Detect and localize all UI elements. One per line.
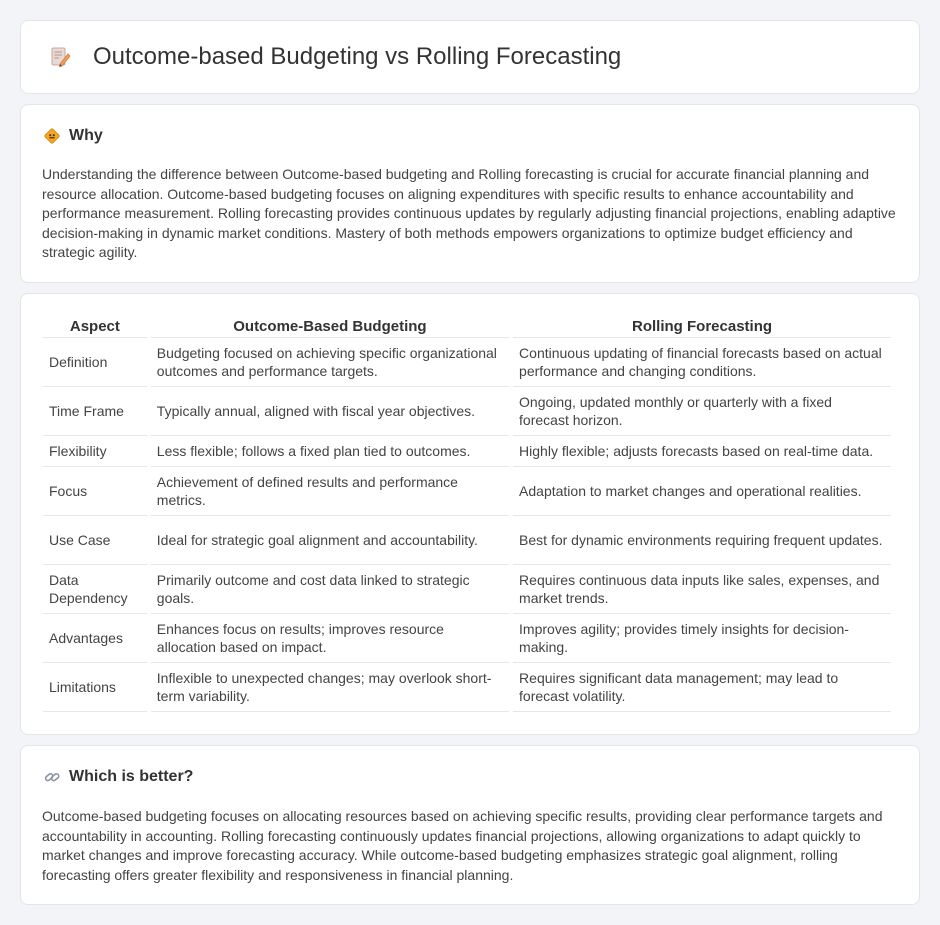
header-outcome-based-budgeting: Outcome-Based Budgeting	[151, 316, 509, 338]
why-section	[20, 104, 920, 283]
row-outcome-value: Inflexible to unexpected changes; may overlook short-term variability.	[151, 663, 509, 712]
table-header-row	[43, 316, 891, 338]
row-rolling-value: Adaptation to market changes and operational realities.	[513, 467, 891, 516]
table-row	[43, 338, 891, 387]
row-rolling-value: Improves agility; provides timely insights for decision-making.	[513, 614, 891, 663]
why-text: Understanding the difference between Outcome-based budgeting and Rolling forecasting is crucial for accurate financial planning and resource allocation. Outcome-based budgeting focuses on aligning expenditures with specific results to enhance accountability and performance measurement. Rolling forecasting provides continuous updates by regularly adjusting financial projections, enabling adaptive decision-making in dynamic market conditions. Mastery of both methods empowers organizations to optimize budget efficiency and strategic agility.	[42, 166, 896, 260]
row-aspect: Data Dependency	[43, 565, 147, 614]
row-outcome-value: Enhances focus on results; improves resource allocation based on impact.	[151, 614, 509, 663]
table-row	[43, 387, 891, 436]
row-rolling-value: Requires significant data management; may lead to forecast volatility.	[513, 663, 891, 712]
row-aspect: Flexibility	[43, 436, 147, 467]
row-rolling-value: Requires continuous data inputs like sales, expenses, and market trends.	[513, 565, 891, 614]
table-row	[43, 614, 891, 663]
row-outcome-value: Typically annual, aligned with fiscal year objectives.	[151, 387, 509, 436]
title-card	[20, 20, 920, 94]
row-outcome-value: Achievement of defined results and performance metrics.	[151, 467, 509, 516]
row-outcome-value: Budgeting focused on achieving specific organizational outcomes and performance targets.	[151, 338, 509, 387]
why-title: Why	[69, 127, 103, 144]
table-row	[43, 565, 891, 614]
which-is-better-title: Which is better?	[69, 768, 194, 785]
row-aspect: Time Frame	[43, 387, 147, 436]
table-row	[43, 436, 891, 467]
edit-document-icon	[47, 44, 73, 70]
row-outcome-value: Less flexible; follows a fixed plan tied to outcomes.	[151, 436, 509, 467]
header-rolling-forecasting: Rolling Forecasting	[513, 316, 891, 338]
row-rolling-value: Highly flexible; adjusts forecasts based on real-time data.	[513, 436, 891, 467]
row-rolling-value: Continuous updating of financial forecasts based on actual performance and changing conditions.	[513, 338, 891, 387]
header-aspect: Aspect	[43, 316, 147, 338]
row-aspect: Focus	[43, 467, 147, 516]
table-row	[43, 516, 891, 565]
row-outcome-value: Ideal for strategic goal alignment and accountability.	[151, 516, 509, 565]
row-rolling-value: Best for dynamic environments requiring frequent updates.	[513, 516, 891, 565]
row-aspect: Limitations	[43, 663, 147, 712]
diamond-sign-icon	[43, 127, 61, 145]
link-icon	[43, 768, 61, 786]
row-aspect: Advantages	[43, 614, 147, 663]
page-title: Outcome-based Budgeting vs Rolling Forecasting	[93, 43, 622, 70]
comparison-card	[20, 293, 920, 735]
row-aspect: Use Case	[43, 516, 147, 565]
which-is-better-text: Outcome-based budgeting focuses on allocating resources based on achieving specific results, providing clear performance targets and accountability in accounting. Rolling forecasting continuously updates financial projections, allowing organizations to adapt quickly to market changes and improve forecasting accuracy. While outcome-based budgeting emphasizes strategic goal alignment, rolling forecasting offers greater flexibility and responsiveness in financial planning.	[42, 808, 883, 883]
comparison-table	[39, 316, 895, 712]
row-outcome-value: Primarily outcome and cost data linked to strategic goals.	[151, 565, 509, 614]
row-rolling-value: Ongoing, updated monthly or quarterly with a fixed forecast horizon.	[513, 387, 891, 436]
table-row	[43, 467, 891, 516]
row-aspect: Definition	[43, 338, 147, 387]
table-row	[43, 663, 891, 712]
which-is-better-section	[20, 745, 920, 905]
